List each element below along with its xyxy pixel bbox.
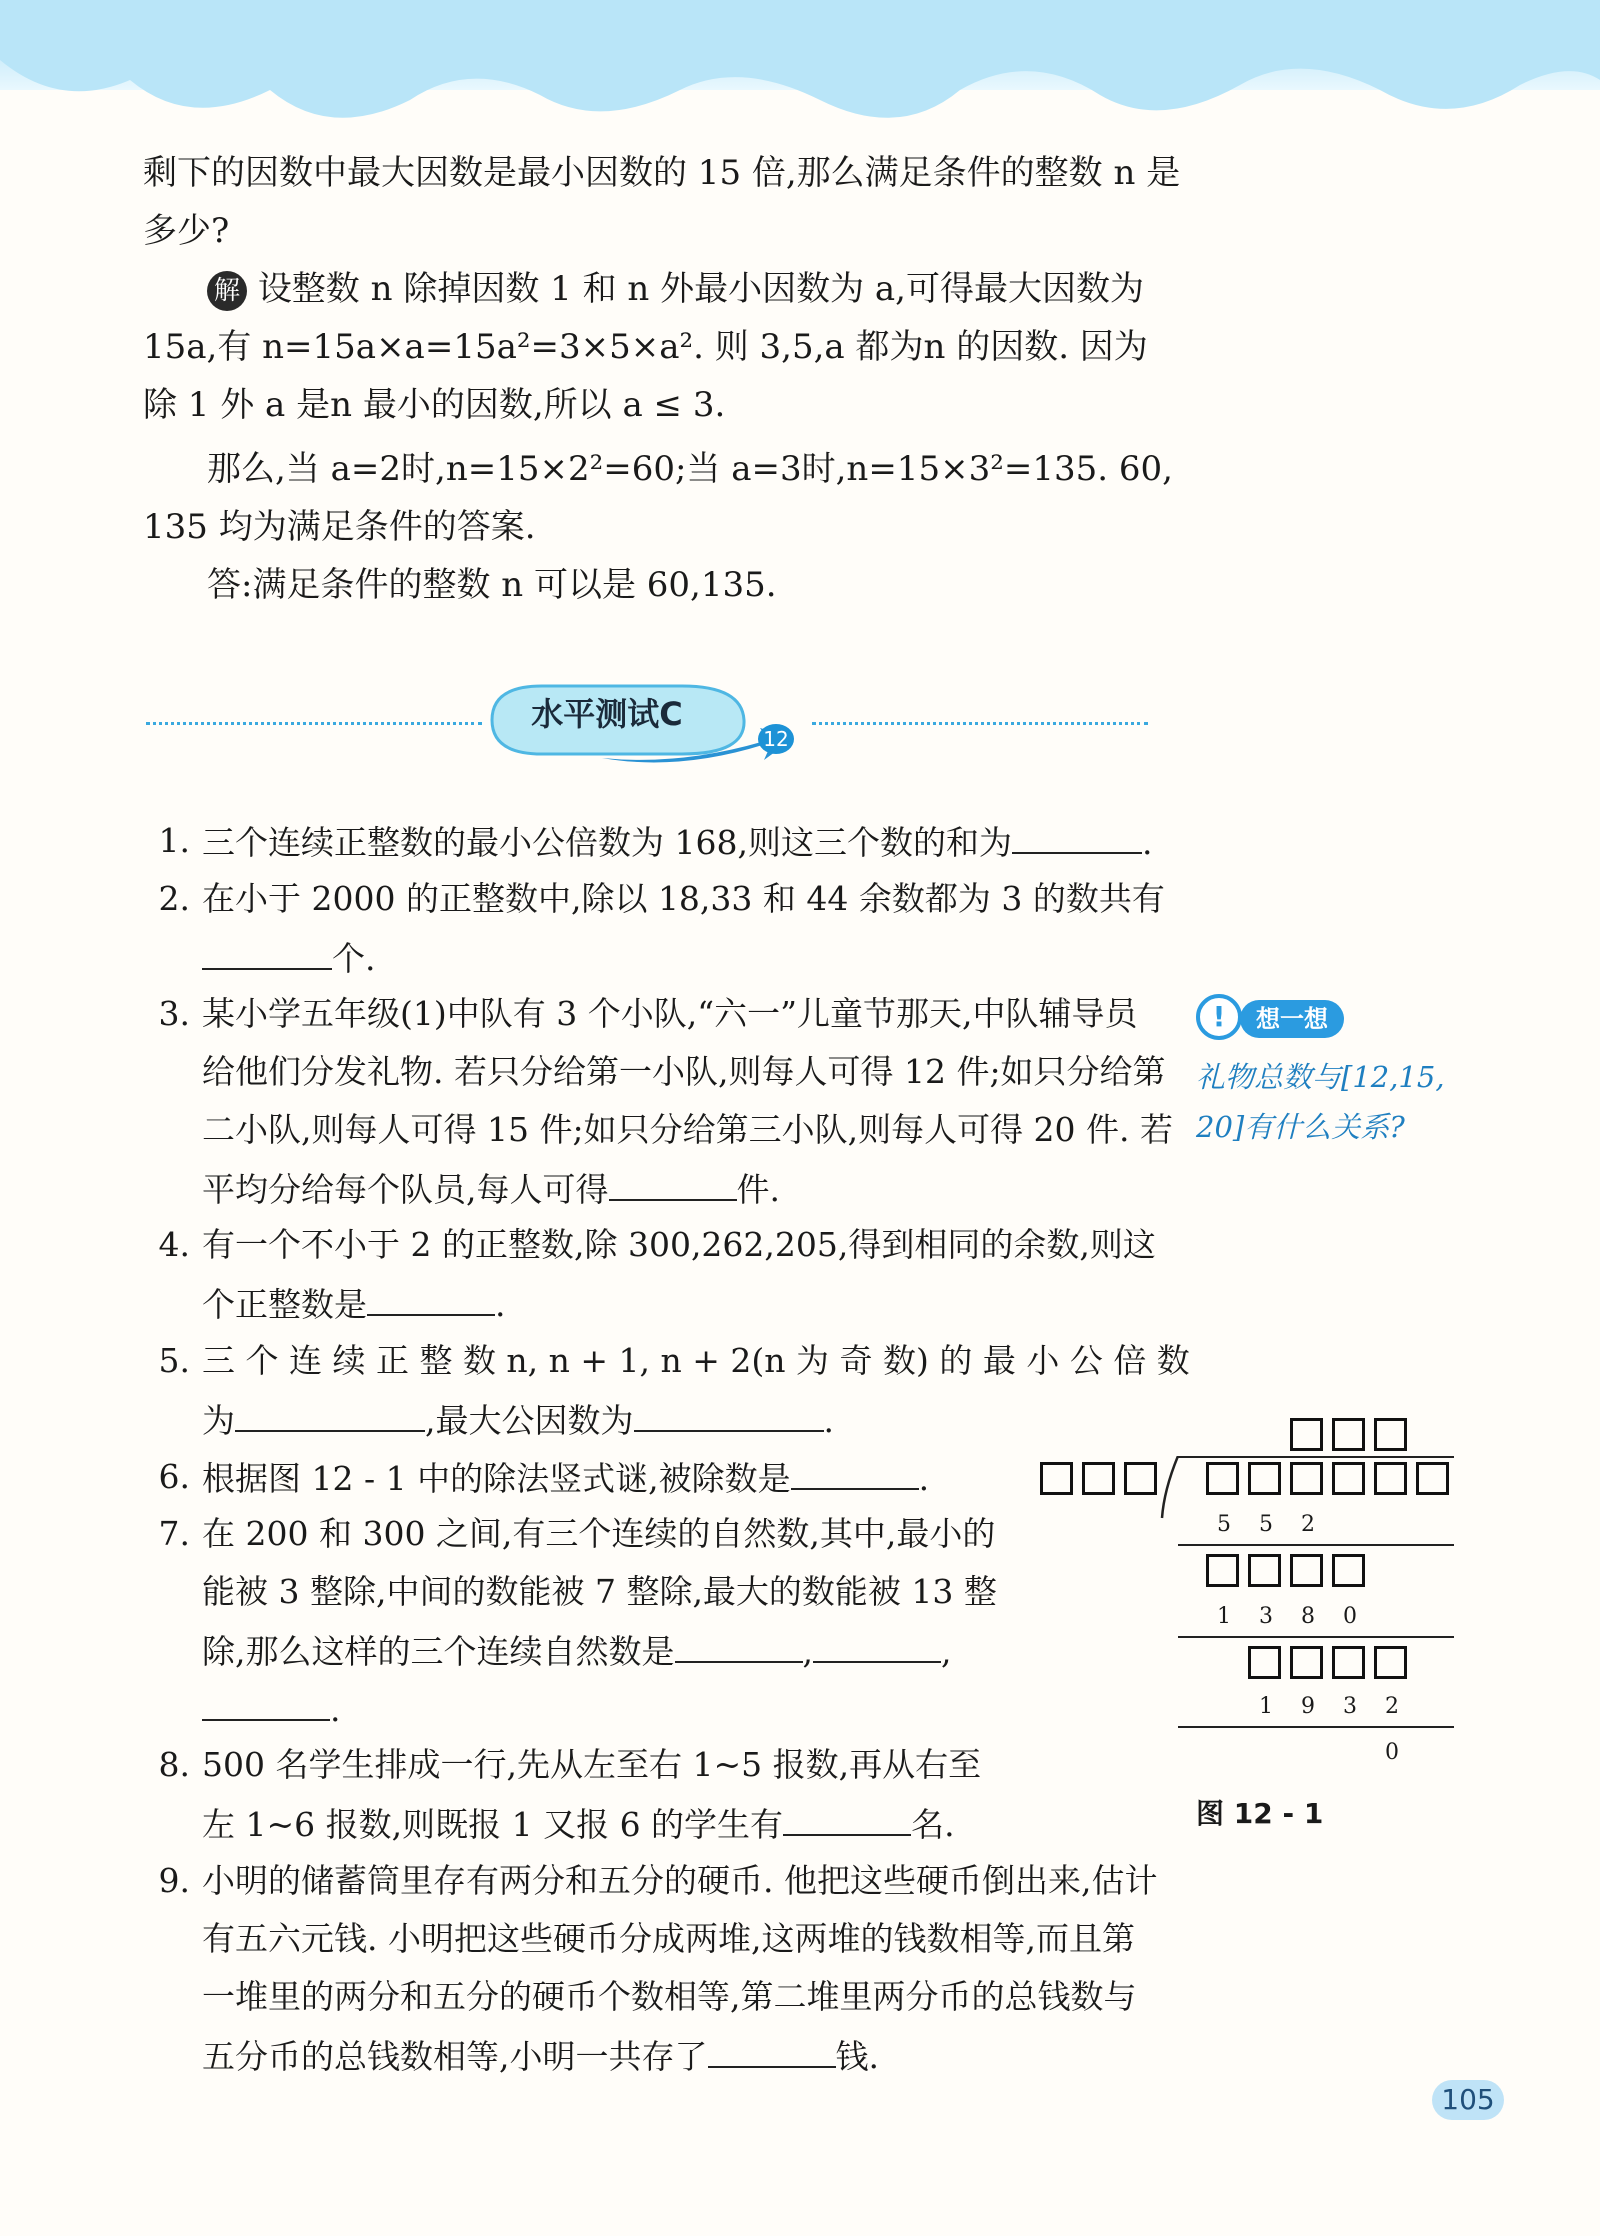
digit: 9	[1301, 1694, 1315, 1719]
think-box	[1196, 994, 1406, 1044]
question-text-segment: 左 1~6 报数,则既报 1 又报 6 的学生有	[202, 1805, 784, 1844]
question-text	[202, 1794, 955, 1853]
remainder-digit: 0	[1385, 1740, 1399, 1765]
question-text-segment: 小明的储蓄筒里存有两分和五分的硬币. 他把这些硬币倒出来,估计	[202, 1861, 1158, 1900]
answer-blank[interactable]	[791, 1448, 919, 1490]
answer-blank[interactable]	[235, 1390, 425, 1432]
answer-blank[interactable]	[202, 1679, 330, 1721]
solution-line-6: 那么,当 a=2时,n=15×2²=60;当 a=3时,n=15×3²=135. 60,	[207, 449, 1173, 489]
answer-blank[interactable]	[634, 1390, 824, 1432]
dividend-box	[1416, 1462, 1449, 1495]
section-title: 水平测试C	[531, 695, 683, 733]
question-number: 9.	[158, 1861, 190, 1900]
digit: 0	[1343, 1604, 1357, 1629]
solution-line-5: 除 1 外 a 是n 最小的因数,所以 a ≤ 3.	[143, 385, 726, 425]
question-text-segment: 500 名学生排成一行,先从左至右 1~5 报数,再从右至	[202, 1745, 982, 1784]
question-text-segment: .	[1141, 823, 1153, 862]
question-text	[202, 1159, 780, 1218]
section-divider-left	[146, 722, 482, 725]
answer-blank[interactable]	[1012, 812, 1142, 854]
question-text	[202, 1563, 997, 1620]
question-text	[202, 1679, 341, 1738]
rule-line	[1178, 1636, 1454, 1638]
question-text	[202, 1968, 1137, 2025]
digit: 1	[1259, 1694, 1273, 1719]
question-text	[202, 1274, 506, 1333]
answer-blank[interactable]	[202, 928, 332, 970]
question-text	[202, 812, 1152, 871]
think-hint-line-2: 20]有什么关系?	[1196, 1110, 1405, 1144]
question-text-segment: 根据图 12 - 1 中的除法竖式谜,被除数是	[202, 1459, 791, 1498]
question-text-segment: 有一个不小于 2 的正整数,除 300,262,205,得到相同的余数,则这	[202, 1225, 1156, 1264]
division-bar	[1178, 1456, 1454, 1458]
question-text	[202, 1448, 929, 1507]
quotient-box	[1374, 1418, 1407, 1451]
chapter-badge: 12	[758, 724, 794, 754]
sky-header-decoration	[0, 0, 1600, 160]
quotient-box	[1332, 1418, 1365, 1451]
question-text-segment: .	[330, 1690, 341, 1729]
dividend-box	[1206, 1462, 1239, 1495]
question-text-segment: 二小队,则每人可得 15 件;如只分给第三小队,则每人可得 20 件. 若	[202, 1110, 1174, 1149]
question-text	[202, 1332, 1190, 1389]
question-text-segment: ,	[941, 1632, 952, 1671]
page-number: 105	[1432, 2080, 1504, 2120]
rule-line	[1178, 1726, 1454, 1728]
question-text-segment: .	[495, 1285, 506, 1324]
digit: 1	[1217, 1604, 1231, 1629]
solution-line-4: 15a,有 n=15a×a=15a²=3×5×a². 则 3,5,a 都为n 的因数. 因为	[143, 327, 1148, 367]
think-label: 想一想	[1240, 1000, 1344, 1038]
divisor-box	[1124, 1462, 1157, 1495]
remainder-box	[1374, 1646, 1407, 1679]
question-text-segment: 三个连续正整数的最小公倍数为 168,则这三个数的和为	[202, 823, 1012, 862]
quotient-box	[1290, 1418, 1323, 1451]
remainder-box	[1290, 1646, 1323, 1679]
question-text-segment: 三 个 连 续 正 整 数 n, n + 1, n + 2(n 为 奇 数) 的 最 小 公 倍 数	[202, 1341, 1190, 1380]
exclamation-icon: !	[1196, 994, 1242, 1040]
answer-blank[interactable]	[367, 1274, 495, 1316]
digit: 8	[1301, 1604, 1315, 1629]
question-text-segment: 在小于 2000 的正整数中,除以 18,33 和 44 余数都为 3 的数共有	[202, 879, 1165, 918]
digit: 2	[1385, 1694, 1399, 1719]
question-text-segment: ,	[802, 1632, 813, 1671]
question-number: 4.	[158, 1225, 190, 1264]
question-text	[202, 1736, 981, 1793]
question-text-segment: 个.	[332, 939, 376, 978]
question-text	[202, 1621, 952, 1680]
think-hint-line-1: 礼物总数与[12,15,	[1196, 1060, 1445, 1094]
question-text-segment: 平均分给每个队员,每人可得	[202, 1170, 609, 1209]
question-text	[202, 1505, 995, 1562]
figure-caption: 图 12 - 1	[1196, 1797, 1324, 1830]
question-text	[202, 2026, 879, 2085]
dividend-box	[1374, 1462, 1407, 1495]
question-number: 6.	[158, 1457, 190, 1496]
question-text-segment: 钱.	[835, 2037, 879, 2076]
answer-blank[interactable]	[813, 1621, 941, 1663]
question-text-segment: 为	[202, 1401, 235, 1440]
question-number: 7.	[158, 1514, 190, 1553]
digit: 5	[1217, 1512, 1231, 1537]
question-text-segment: ,最大公因数为	[425, 1401, 634, 1440]
answer-blank[interactable]	[708, 2026, 836, 2068]
question-text	[202, 1216, 1156, 1273]
question-text-segment: 除,那么这样的三个连续自然数是	[202, 1632, 675, 1671]
digit: 2	[1301, 1512, 1315, 1537]
divisor-box	[1082, 1462, 1115, 1495]
remainder-box	[1290, 1554, 1323, 1587]
question-text-segment: 在 200 和 300 之间,有三个连续的自然数,其中,最小的	[202, 1514, 996, 1553]
question-text-segment: 一堆里的两分和五分的硬币个数相等,第二堆里两分币的总钱数与	[202, 1977, 1137, 2016]
remainder-box	[1248, 1554, 1281, 1587]
question-text	[202, 928, 376, 987]
question-number: 2.	[158, 879, 190, 918]
section-divider-right	[812, 722, 1148, 725]
remainder-box	[1248, 1646, 1281, 1679]
question-text-segment: 个正整数是	[202, 1285, 367, 1324]
solution-line-7: 135 均为满足条件的答案.	[143, 507, 536, 547]
question-text-segment: 名.	[911, 1805, 955, 1844]
divisor-box	[1040, 1462, 1073, 1495]
question-text	[202, 1390, 834, 1449]
question-text	[202, 985, 1137, 1042]
solution-label-icon: 解	[207, 271, 247, 311]
division-puzzle-figure	[1030, 1400, 1460, 1800]
solution-answer: 答:满足条件的整数 n 可以是 60,135.	[207, 565, 777, 605]
rule-line	[1178, 1544, 1454, 1546]
question-text	[202, 1910, 1135, 1967]
question-text-segment: 五分币的总钱数相等,小明一共存了	[202, 2037, 708, 2076]
solution-line-3	[207, 260, 1144, 318]
question-text-segment: .	[823, 1401, 834, 1440]
digit: 3	[1259, 1604, 1273, 1629]
answer-blank[interactable]	[675, 1621, 803, 1663]
question-number: 8.	[158, 1745, 190, 1784]
solution-line-2: 多少?	[143, 211, 230, 251]
question-text-segment: .	[918, 1459, 930, 1498]
question-text-segment: 件.	[736, 1170, 780, 1209]
solution-line-1: 剩下的因数中最大因数是最小因数的 15 倍,那么满足条件的整数 n 是	[143, 153, 1181, 193]
section-banner	[482, 680, 812, 768]
question-text-segment: 能被 3 整除,中间的数能被 7 整除,最大的数能被 13 整	[202, 1572, 997, 1611]
remainder-box	[1206, 1554, 1239, 1587]
dividend-box	[1332, 1462, 1365, 1495]
question-text	[202, 870, 1165, 927]
division-bracket	[1160, 1456, 1182, 1522]
dividend-box	[1248, 1462, 1281, 1495]
question-number: 1.	[158, 821, 190, 860]
remainder-box	[1332, 1554, 1365, 1587]
answer-blank[interactable]	[783, 1794, 911, 1836]
solution-text: 设整数 n 除掉因数 1 和 n 外最小因数为 a,可得最大因数为	[257, 269, 1144, 309]
digit: 5	[1259, 1512, 1273, 1537]
question-number: 5.	[158, 1341, 190, 1380]
question-number: 3.	[158, 994, 190, 1033]
question-text-segment: 某小学五年级(1)中队有 3 个小队,“六一”儿童节那天,中队辅导员	[202, 994, 1138, 1033]
dividend-box	[1290, 1462, 1323, 1495]
question-text-segment: 给他们分发礼物. 若只分给第一小队,则每人可得 12 件;如只分给第	[202, 1052, 1166, 1091]
question-text	[202, 1101, 1173, 1158]
question-text-segment: 有五六元钱. 小明把这些硬币分成两堆,这两堆的钱数相等,而且第	[202, 1919, 1135, 1958]
remainder-box	[1332, 1646, 1365, 1679]
digit: 3	[1343, 1694, 1357, 1719]
answer-blank[interactable]	[609, 1159, 737, 1201]
question-text	[202, 1852, 1157, 1909]
question-text	[202, 1043, 1166, 1100]
